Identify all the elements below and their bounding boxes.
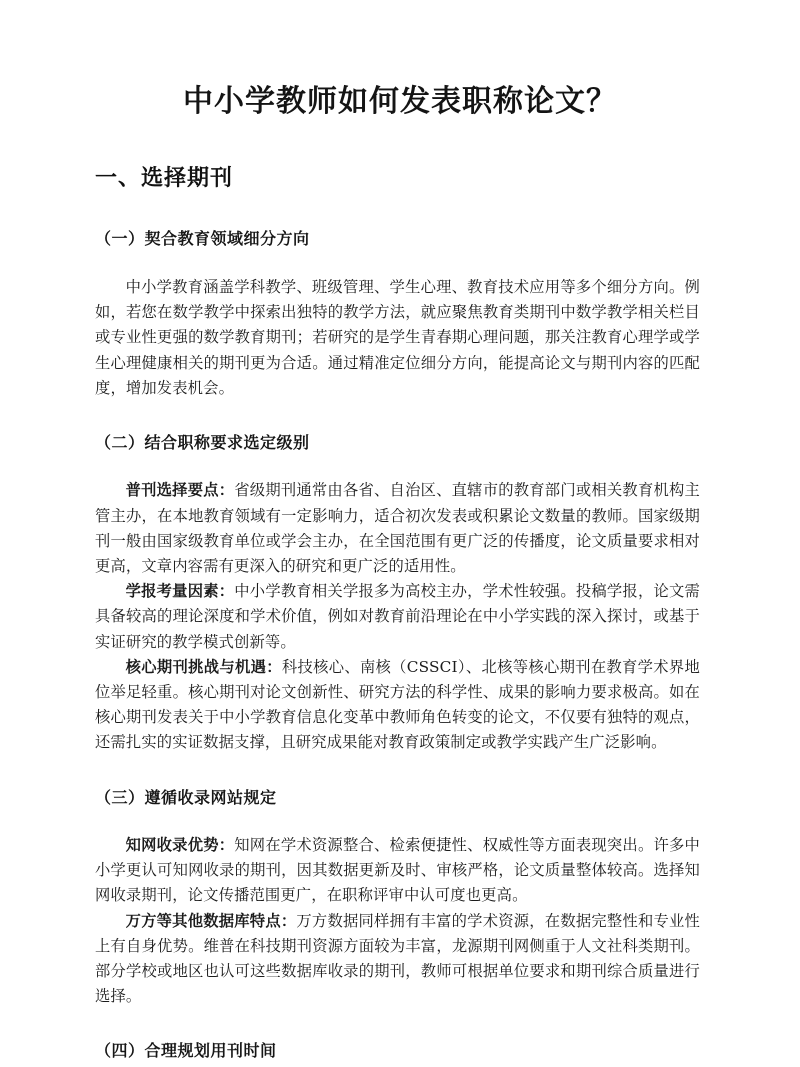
paragraph-lead: 知网收录优势： [125, 836, 235, 855]
subsection-heading-3: （三）遵循收录网站规定 [95, 787, 277, 807]
subsection-heading-4: （四）合理规划用刊时间 [95, 1041, 277, 1061]
paragraph [95, 833, 700, 909]
paragraph-lead: 普刊选择要点： [125, 481, 235, 500]
subsection-body-1 [0, 250, 800, 401]
paragraph-text: 中小学教育涵盖学科教学、班级管理、学生心理、教育技术应用等多个细分方向。例如，若您在数学教学中探索出独特的教学方法，就应聚焦教育类期刊中数学教学相关栏目或专业性更强的数学教育期刊；若研究的是学生青春期心理问题，那关注教育心理学或学生心理健康相关的期刊更为合适。通过精准定位细分方向，能提高论文与期刊内容的匹配度，增加发表机会。 [95, 277, 700, 397]
paragraph [95, 655, 700, 756]
paragraph-text: 知网在学术资源整合、检索便捷性、权威性等方面表现突出。许多中小学更认可知网收录的期刊，因其数据更新及时、审核严格，论文质量整体较高。选择知网收录期刊，论文传播范围更广，在职称评审中认可度也更高。 [95, 836, 700, 905]
page-title: 中小学教师如何发表职称论文？ [183, 84, 617, 119]
paragraph-lead: 学报考量因素： [125, 582, 235, 601]
subsection-heading-2: （二）结合职称要求选定级别 [95, 433, 310, 452]
paragraph [95, 275, 700, 401]
paragraph-text: 万方数据同样拥有丰富的学术资源，在数据完整性和专业性上有自身优势。维普在科技期刊资源方面较为丰富，龙源期刊网侧重于人文社科类期刊。部分学校或地区也认可这些数据库收录的期刊，教师可根据单位要求和期刊综合质量进行选择。 [95, 911, 700, 1006]
paragraph [95, 579, 700, 655]
paragraph-text: 省级期刊通常由各省、自治区、直辖市的教育部门或相关教育机构主管主办，在本地教育领域有一定影响力，适合初次发表或积累论文数量的教师。国家级期刊一般由国家级教育单位或学会主办，在全国范围有更广泛的传播度，论文质量要求相对更高，文章内容需有更深入的研究和更广泛的适用性。 [95, 481, 700, 575]
paragraph [95, 909, 700, 1010]
paragraph-text: 科技核心、南核（CSSCI）、北核等核心期刊在教育学术界地位举足轻重。核心期刊对论文创新性、研究方法的科学性、成果的影响力要求极高。如在核心期刊发表关于中小学教育信息化变革中教师角色转变的论文，不仅要有独特的观点，还需扎实的实证数据支撑，且研究成果能对教育政策制定或教学实践产生广泛影响。 [95, 657, 700, 752]
paragraph [95, 478, 700, 579]
subsection-body-2 [0, 454, 800, 755]
subsection-heading-1: （一）契合教育领域细分方向 [95, 228, 310, 248]
paragraph-lead: 万方等其他数据库特点： [125, 911, 297, 930]
section-heading-1: 一、选择期刊 [95, 166, 234, 191]
subsection-body-3 [0, 809, 800, 1009]
paragraph-text: 中小学教育相关学报多为高校主办，学术性较强。投稿学报，论文需具备较高的理论深度和学术价值，例如对教育前沿理论在中小学实践的深入探讨，或基于实证研究的教学模式创新等。 [95, 582, 700, 651]
paragraph-lead: 核心期刊挑战与机遇： [125, 657, 282, 676]
